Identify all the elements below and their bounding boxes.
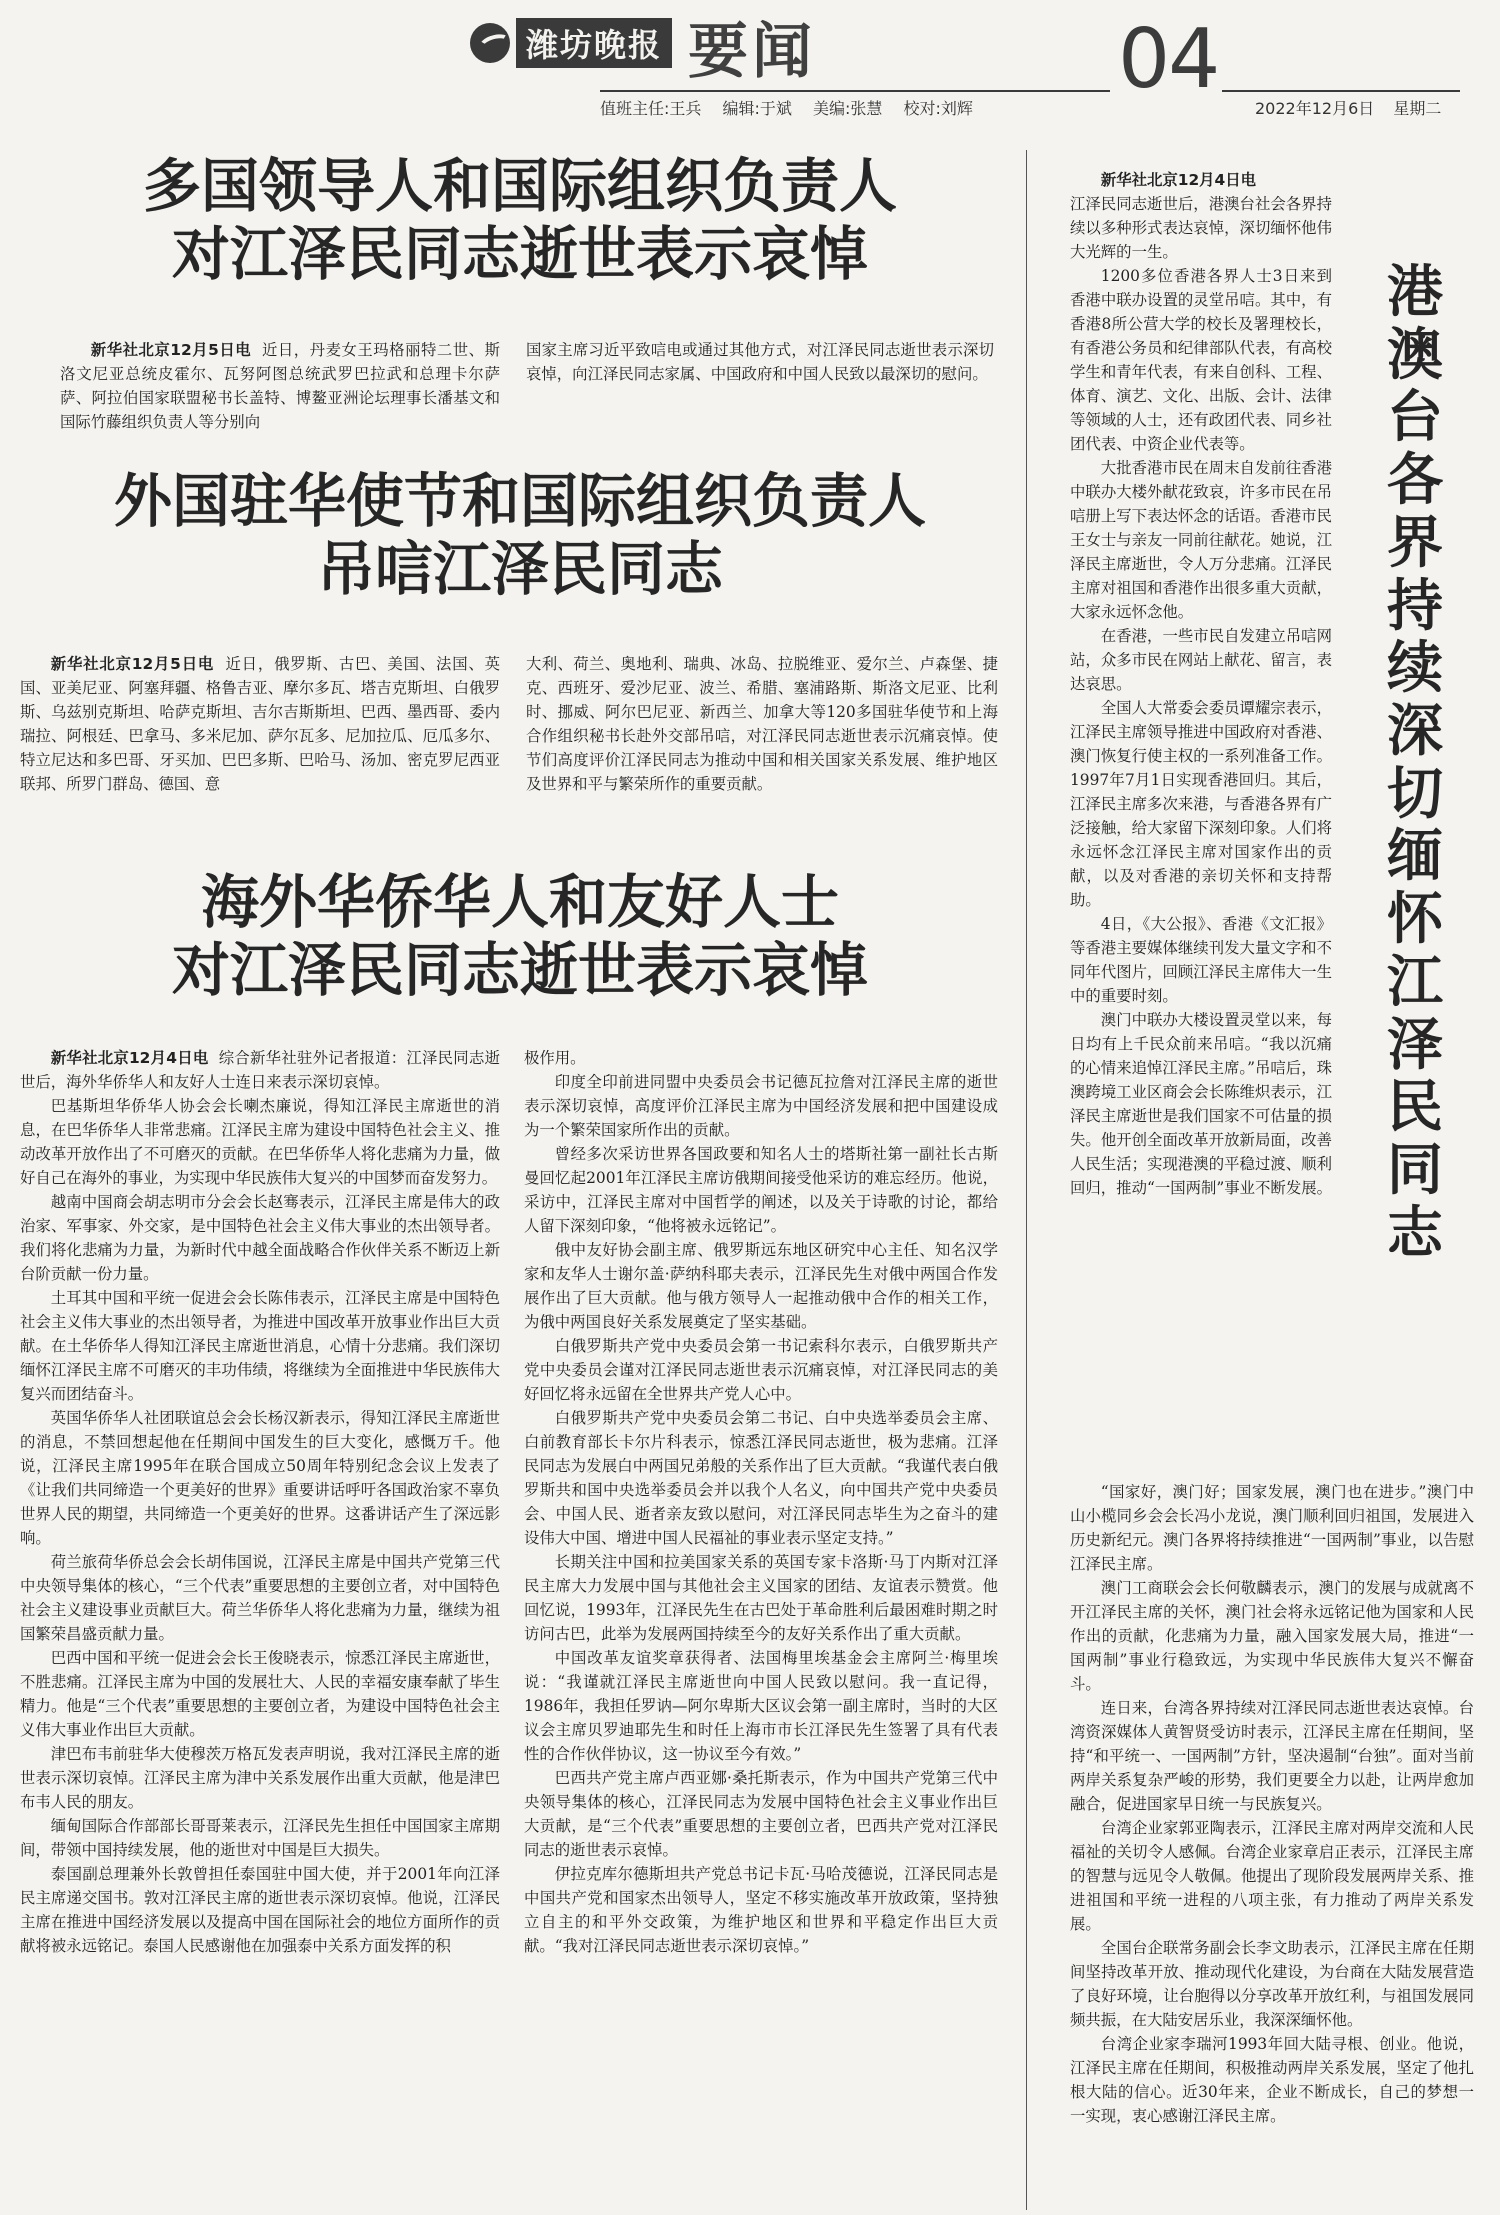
article-paragraph: 中国改革友谊奖章获得者、法国梅里埃基金会主席阿兰·梅里埃说：“我谨就江泽民主席逝世向中国人民致以慰问。我一直记得，1986年，我担任罗讷—阿尔卑斯大区议会第一副主席时，当时的大区议会主席贝罗迪耶先生和时任上海市市长江泽民先生签署了具有代表性的合作伙伴协议，这一协议至今有效。”	[524, 1649, 998, 1763]
article-paragraph: 英国华侨华人社团联谊总会会长杨汉新表示，得知江泽民主席逝世的消息，不禁回想起他在任期间中国发生的巨大变化，感慨万千。他说，江泽民主席1995年在联合国成立50周年特别纪念会议上发表了《让我们共同缔造一个更美好的世界》重要讲话呼吁各国政治家不辜负世界人民的期望，共同缔造一个更美好的世界。这番讲话产生了深远影响。	[20, 1409, 500, 1547]
article-text: 综合新华社驻外记者报道：江泽民同志逝世后，海外华侨华人和友好人士连日来表示深切哀悼。	[20, 1049, 500, 1091]
headline-line: 吊唁江泽民同志	[316, 535, 723, 604]
dateline: 新华社北京12月4日电	[1100, 171, 1257, 189]
staff-designer: 美编:张慧	[813, 99, 883, 118]
paper-name: 潍坊晚报	[516, 18, 672, 68]
article-paragraph: 澳门工商联会会长何敬麟表示，澳门的发展与成就离不开江泽民主席的关怀，澳门社会将永远铭记他为国家和人民作出的贡献，化悲痛为力量，融入国家发展大局，推进“一国两制”事业行稳致远，为实现中华民族伟大复兴不懈奋斗。	[1070, 1579, 1474, 1693]
article-paragraph: 台湾企业家李瑞河1993年回大陆寻根、创业。他说，江泽民主席在任期间，积极推动两岸关系发展，坚定了他扎根大陆的信心。近30年来，企业不断成长，自己的梦想一一实现，衷心感谢江泽民主席。	[1070, 2035, 1474, 2125]
article-paragraph: 伊拉克库尔德斯坦共产党总书记卡瓦·马哈茂德说，江泽民同志是中国共产党和国家杰出领导人，坚定不移实施改革开放政策，坚持独立自主的和平外交政策，为维护地区和世界和平稳定作出巨大贡献。“我对江泽民同志逝世表示深切哀悼。”	[524, 1865, 998, 1955]
article3-column-2	[524, 1046, 998, 2210]
article1-headline	[40, 152, 1000, 289]
article-paragraph: 1200多位香港各界人士3日来到香港中联办设置的灵堂吊唁。其中，有香港8所公营大学的校长及署理校长，有香港公务员和纪律部队代表，有高校学生和青年代表，有来自创科、工程、体育、演艺、文化、出版、会计、法律等领域的人士，还有政团代表、同乡社团代表、中资企业代表等。	[1070, 267, 1332, 453]
article1-column-2	[526, 338, 994, 434]
weekday-text: 星期二	[1393, 99, 1442, 118]
article-paragraph: 曾经多次采访世界各国政要和知名人士的塔斯社第一副社长古斯曼回忆起2001年江泽民主席访俄期间接受他采访的难忘经历。他说，采访中，江泽民主席对中国哲学的阐述，以及关于诗歌的讨论，都给人留下深刻印象，“他将被永远铭记”。	[524, 1145, 998, 1235]
article-paragraph: 全国人大常委会委员谭耀宗表示，江泽民主席领导推进中国政府对香港、澳门恢复行使主权的一系列准备工作。1997年7月1日实现香港回归。其后，江泽民主席多次来港，与香港各界有广泛接触，给大家留下深刻印象。人们将永远怀念江泽民主席对国家作出的贡献，以及对香港的亲切关怀和支持帮助。	[1070, 699, 1332, 909]
article-paragraph: 俄中友好协会副主席、俄罗斯远东地区研究中心主任、知名汉学家和友华人士谢尔盖·萨纳科耶夫表示，江泽民先生对俄中两国合作发展作出了巨大贡献。他与俄方领导人一起推动俄中合作的相关工作，为俄中两国良好关系发展奠定了坚实基础。	[524, 1241, 998, 1331]
article-paragraph: 4日，《大公报》、香港《文汇报》等香港主要媒体继续刊发大量文字和不同年代图片，回顾江泽民主席伟大一生中的重要时刻。	[1070, 915, 1332, 1005]
headline-line: 多国领导人和国际组织负责人	[142, 152, 897, 220]
article-paragraph: 大批香港市民在周末自发前往香港中联办大楼外献花致哀，许多市民在吊唁册上写下表达怀念的话语。香港市民王女士与亲友一同前往献花。她说，江泽民主席逝世，令人万分悲痛。江泽民主席对祖国和香港作出很多重大贡献，大家永远怀念他。	[1070, 459, 1332, 621]
header-rule	[600, 90, 1110, 92]
dateline: 新华社北京12月5日电	[90, 341, 252, 359]
article-paragraph: 缅甸国际合作部部长哥哥莱表示，江泽民先生担任中国国家主席期间，带领中国持续发展，他的逝世对中国是巨大损失。	[20, 1817, 500, 1859]
staff-proofreader: 校对:刘辉	[903, 99, 973, 118]
article-paragraph: 全国台企联常务副会长李文助表示，江泽民主席在任期间坚持改革开放、推动现代化建设，为台商在大陆发展营造了良好环境，让台胞得以分享改革开放红利，与祖国发展同频共振，在大陆安居乐业，我深深缅怀他。	[1070, 1939, 1474, 2029]
article-paragraph: 津巴布韦前驻华大使穆茨万格瓦发表声明说，我对江泽民主席的逝世表示深切哀悼。江泽民主席为津中关系发展作出重大贡献，他是津巴布韦人民的朋友。	[20, 1745, 500, 1811]
headline-line: 对江泽民同志逝世表示哀悼	[171, 220, 868, 289]
article4-wide-column	[1070, 1480, 1474, 2210]
article-text: 大利、荷兰、奥地利、瑞典、冰岛、拉脱维亚、爱尔兰、卢森堡、捷克、西班牙、爱沙尼亚、波兰、希腊、塞浦路斯、斯洛文尼亚、比利时、挪威、阿尔巴尼亚、新西兰、加拿大等120多国驻华使节和上海合作组织秘书长赴外交部吊唁，对江泽民同志逝世表示沉痛哀悼。使节们高度评价江泽民同志为推动中国和相关国家关系发展、维护地区及世界和平与繁荣所作的重要贡献。	[526, 655, 998, 793]
article-paragraph: 越南中国商会胡志明市分会会长赵骞表示，江泽民主席是伟大的政治家、军事家、外交家，是中国特色社会主义伟大事业的杰出领导者。我们将化悲痛为力量，为新时代中越全面战略合作伙伴关系不断迈上新台阶贡献一份力量。	[20, 1193, 500, 1283]
article-paragraph: 巴西共产党主席卢西亚娜·桑托斯表示，作为中国共产党第三代中央领导集体的核心，江泽民同志为发展中国特色社会主义事业作出巨大贡献，是“三个代表”重要思想的主要创立者，巴西共产党对江泽民同志的逝世表示哀悼。	[524, 1769, 998, 1859]
article-paragraph: 白俄罗斯共产党中央委员会第二书记、白中央选举委员会主席、白前教育部长卡尔片科表示，惊悉江泽民同志逝世，极为悲痛。江泽民同志为发展白中两国兄弟般的关系作出了巨大贡献。“我谨代表白俄罗斯共和国中央选举委员会并以我个人名义，向中国共产党中央委员会、中国人民、逝者亲友致以慰问，对江泽民同志毕生为之奋斗的建设伟大中国、增进中国人民福祉的事业表示坚定支持。”	[524, 1409, 998, 1547]
header-rule-right	[1222, 90, 1460, 92]
article4-narrow-column	[1070, 168, 1332, 1480]
article-paragraph: 在香港，一些市民自发建立吊唁网站，众多市民在网站上献花、留言，表达哀思。	[1070, 627, 1332, 693]
article-paragraph: “国家好，澳门好；国家发展，澳门也在进步。”澳门中山小榄同乡会会长冯小龙说，澳门顺利回归祖国，发展进入历史新纪元。澳门各界将持续推进“一国两制”事业，以告慰江泽民主席。	[1070, 1483, 1474, 1573]
article2-column-2	[526, 652, 998, 844]
logo-icon	[470, 23, 510, 63]
article-paragraph: 荷兰旅荷华侨总会会长胡伟国说，江泽民主席是中国共产党第三代中央领导集体的核心，“三个代表”重要思想的主要创立者，对中国特色社会主义建设事业贡献巨大。荷兰华侨华人将化悲痛为力量，继续为祖国繁荣昌盛贡献力量。	[20, 1553, 500, 1643]
section-title: 要闻	[688, 17, 816, 87]
article-paragraph: 极作用。	[524, 1049, 586, 1067]
article4-headline: 港澳台各界持续深切缅怀江泽民同志	[1387, 260, 1443, 1266]
dateline: 新华社北京12月4日电	[50, 1049, 209, 1067]
article-paragraph: 巴西中国和平统一促进会会长王俊晓表示，惊悉江泽民主席逝世，不胜悲痛。江泽民主席为中国的发展壮大、人民的幸福安康奉献了毕生精力。他是“三个代表”重要思想的主要创立者，为建设中国特色社会主义伟大事业作出巨大贡献。	[20, 1649, 500, 1739]
article-text: 国家主席习近平致唁电或通过其他方式，对江泽民同志逝世表示深切哀悼，向江泽民同志家属、中国政府和中国人民致以最深切的慰问。	[526, 341, 994, 383]
article-paragraph: 台湾企业家郭亚陶表示，江泽民主席对两岸交流和人民福祉的关切令人感佩。台湾企业家章启正表示，江泽民主席的智慧与远见令人敬佩。他提出了现阶段发展两岸关系、推进祖国和平统一进程的八项主张，有力推动了两岸关系发展。	[1070, 1819, 1474, 1933]
article-paragraph: 泰国副总理兼外长敦曾担任泰国驻中国大使，并于2001年向江泽民主席递交国书。敦对江泽民主席的逝世表示深切哀悼。他说，江泽民主席在推进中国经济发展以及提高中国在国际社会的地位方面所作的贡献将被永远铭记。泰国人民感谢他在加强泰中关系方面发挥的积	[20, 1865, 500, 1955]
article3-headline	[40, 868, 1000, 1005]
staff-editor: 编辑:于斌	[722, 99, 792, 118]
article2-headline	[30, 467, 1010, 604]
article-paragraph: 白俄罗斯共产党中央委员会第一书记索科尔表示，白俄罗斯共产党中央委员会谨对江泽民同志逝世表示沉痛哀悼，对江泽民同志的美好回忆将永远留在全世界共产党人心中。	[524, 1337, 998, 1403]
article-paragraph: 土耳其中国和平统一促进会会长陈伟表示，江泽民主席是中国特色社会主义伟大事业的杰出领导者，为推进中国改革开放事业作出巨大贡献。在土华侨华人得知江泽民主席逝世消息，心情十分悲痛。我们深切缅怀江泽民主席不可磨灭的丰功伟绩，将继续为全面推进中华民族伟大复兴而团结奋斗。	[20, 1289, 500, 1403]
article-paragraph: 巴基斯坦华侨华人协会会长喇杰廉说，得知江泽民主席逝世的消息，在巴华侨华人非常悲痛。江泽民主席为建设中国特色社会主义、推动改革开放作出了不可磨灭的贡献。在巴华侨华人将化悲痛为力量，做好自己在海外的事业，为实现中华民族伟大复兴的中国梦而奋发努力。	[20, 1097, 500, 1187]
newspaper-logo	[470, 18, 672, 68]
article-paragraph: 长期关注中国和拉美国家关系的英国专家卡洛斯·马丁内斯对江泽民主席大力发展中国与其他社会主义国家的团结、友谊表示赞赏。他回忆说，1993年，江泽民先生在古巴处于革命胜利后最困难时期之时访问古巴，此举为发展两国持续至今的友好关系作出了重大贡献。	[524, 1553, 998, 1643]
staff-duty-editor: 值班主任:王兵	[600, 99, 702, 118]
article-paragraph: 江泽民同志逝世后，港澳台社会各界持续以多种形式表达哀悼，深切缅怀他伟大光辉的一生。	[1070, 195, 1332, 261]
article-text: 近日，丹麦女王玛格丽特二世、斯洛文尼亚总统皮霍尔、瓦努阿图总统武罗巴拉武和总理卡尔萨萨、阿拉伯国家联盟秘书长盖特、博鳌亚洲论坛理事长潘基文和国际竹藤组织负责人等分别向	[60, 341, 500, 431]
article-paragraph: 澳门中联办大楼设置灵堂以来，每日均有上千民众前来吊唁。“我以沉痛的心情来追悼江泽民主席。”吊唁后，珠澳跨境工业区商会会长陈维炽表示，江泽民主席逝世是我们国家不可估量的损失。他开创全面改革开放新局面，改善人民生活；实现港澳的平稳过渡、顺利回归，推动“一国两制”事业不断发展。	[1070, 1011, 1332, 1197]
dateline: 新华社北京12月5日电	[50, 655, 215, 673]
article-text: 近日，俄罗斯、古巴、美国、法国、英国、亚美尼亚、阿塞拜疆、格鲁吉亚、摩尔多瓦、塔吉克斯坦、白俄罗斯、乌兹别克斯坦、哈萨克斯坦、吉尔吉斯斯坦、巴西、墨西哥、委内瑞拉、阿根廷、巴拿马、多米尼加、萨尔瓦多、尼加拉瓜、厄瓜多尔、特立尼达和多巴哥、牙买加、巴巴多斯、巴哈马、汤加、密克罗尼西亚联邦、所罗门群岛、德国、意	[20, 655, 500, 793]
article2-column-1	[20, 652, 500, 844]
headline-line: 对江泽民同志逝世表示哀悼	[171, 936, 868, 1005]
article-paragraph: 连日来，台湾各界持续对江泽民同志逝世表达哀悼。台湾资深媒体人黄智贤受访时表示，江泽民主席在任期间，坚持“和平统一、一国两制”方针，坚决遏制“台独”。面对当前两岸关系复杂严峻的形势，我们更要全力以赴，让两岸愈加融合，促进国家早日统一与民族复兴。	[1070, 1699, 1474, 1813]
column-divider	[1026, 150, 1027, 2210]
headline-line: 外国驻华使节和国际组织负责人	[113, 467, 926, 535]
article-paragraph: 印度全印前进同盟中央委员会书记德瓦拉詹对江泽民主席的逝世表示深切哀悼，高度评价江泽民主席为中国经济发展和把中国建设成为一个繁荣国家所作出的贡献。	[524, 1073, 998, 1139]
headline-line: 海外华侨华人和友好人士	[200, 868, 839, 936]
article1-column-1	[60, 338, 500, 434]
date-text: 2022年12月6日	[1255, 99, 1375, 118]
page-number: 04	[1118, 12, 1219, 107]
article3-column-1	[20, 1046, 500, 2210]
staff-credits	[600, 96, 989, 119]
issue-date	[1255, 96, 1455, 119]
